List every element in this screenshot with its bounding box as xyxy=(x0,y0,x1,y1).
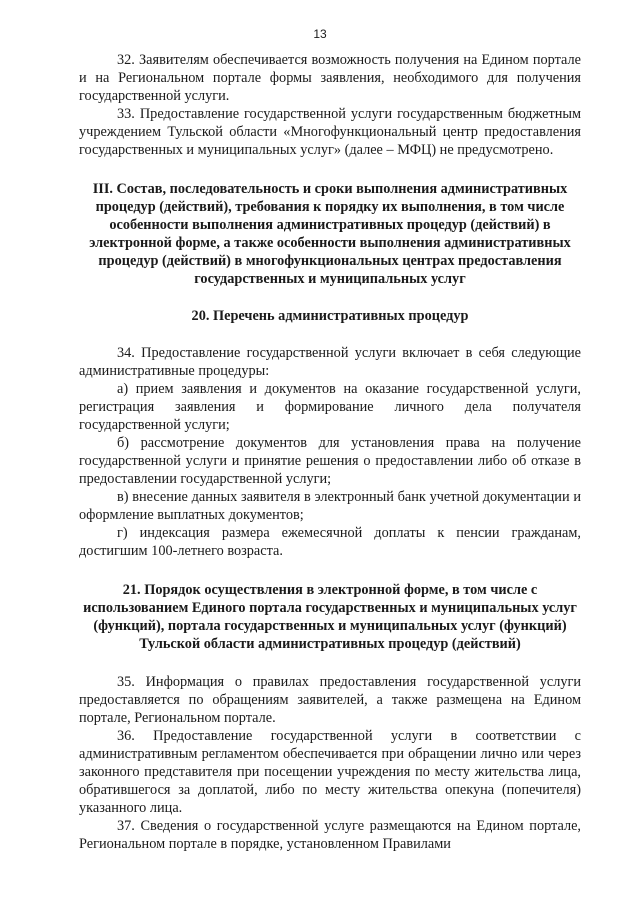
paragraph-35: 35. Информация о правилах предоставления государственной услуги предоставляется по обращениям заявителей, а также размещена на Едином портале, Региональном портале. xyxy=(79,674,581,726)
paragraph-37: 37. Сведения о государственной услуге размещаются на Едином портале, Региональном портале в порядке, установленном Правилами xyxy=(79,818,581,852)
paragraph-33: 33. Предоставление государственной услуги государственным бюджетным учреждением Тульской области «Многофункциональный центр предоставления государственных и муниципальных услуг» (далее – МФЦ) не предусмотрено. xyxy=(79,106,581,158)
paragraph-34: 34. Предоставление государственной услуги включает в себя следующие административные процедуры: xyxy=(79,345,581,379)
page-body xyxy=(79,51,581,853)
section-21-heading: 21. Порядок осуществления в электронной форме, в том числе с использованием Единого портала государственных и муниципальных услуг (функций), портала государственных и муниципальных услуг (функций) Тульской области административных процедур (действий) xyxy=(83,582,577,652)
list-item-v: в) внесение данных заявителя в электронный банк учетной документации и оформление выплатных документов; xyxy=(79,489,581,523)
paragraph-32: 32. Заявителям обеспечивается возможность получения на Едином портале и на Региональном портале формы заявления, необходимого для получения государственной услуги. xyxy=(79,52,581,104)
page-number: 13 xyxy=(313,27,327,41)
section-20-heading: 20. Перечень административных процедур xyxy=(191,308,469,324)
list-item-g: г) индексация размера ежемесячной доплаты к пенсии гражданам, достигшим 100-летнего возраста. xyxy=(79,525,581,559)
list-item-a: а) прием заявления и документов на оказание государственной услуги, регистрация заявления и формирование личного дела получателя государственной услуги; xyxy=(79,381,581,433)
paragraph-36: 36. Предоставление государственной услуги в соответствии с административным регламентом обеспечивается при обращении лично или через законного представителя при посещении учреждения по месту жительства лица, обратившегося за доплатой, либо по месту жительства опекуна (попечителя) указанного лица. xyxy=(79,728,581,816)
list-item-b: б) рассмотрение документов для установления права на получение государственной услуги и принятие решения о предоставлении либо об отказе в предоставлении государственной услуги; xyxy=(79,435,581,487)
section-3-heading: III. Состав, последовательность и сроки выполнения административных процедур (действий), требования к порядку их выполнения, в том числе особенности выполнения административных процедур (действий) в электронной форме, а также особенности выполнения административных процедур (действий) в многофункциональных центрах предоставления государственных и муниципальных услуг xyxy=(89,181,571,287)
